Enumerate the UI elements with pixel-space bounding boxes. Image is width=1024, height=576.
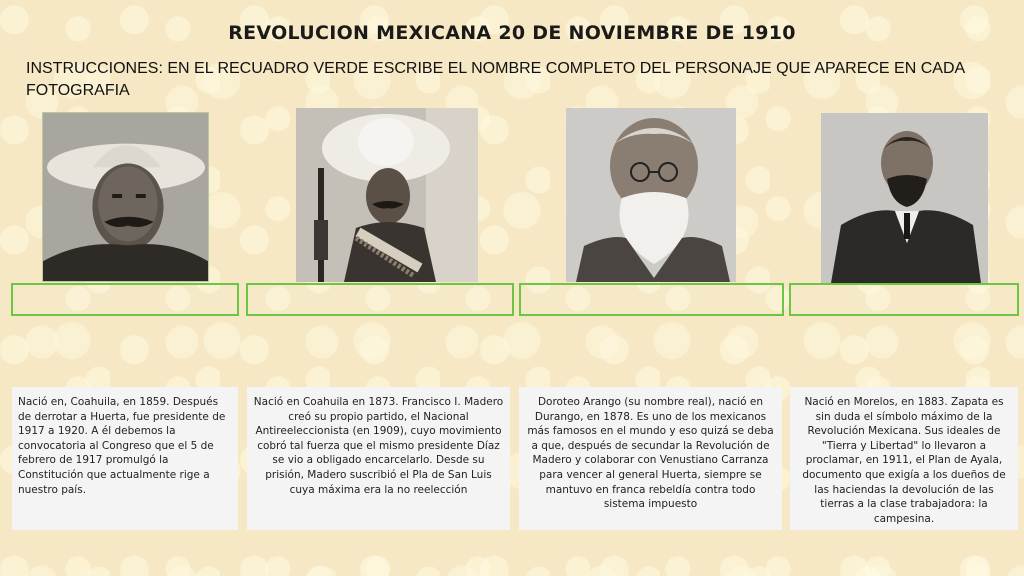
answer-box-1[interactable] — [11, 283, 239, 316]
bio-card-3: Doroteo Arango (su nombre real), nació en Durango, en 1878. Es uno de los mexicanos más famosos en el mundo y eso quizá se deba a que, después de secundar la Revolución de Madero y colaborar con Venustiano Carranza para vencer al general Huerta, siempre se mantuvo en franca rebeldía contra todo sistema impuesto — [519, 387, 782, 530]
answer-box-3[interactable] — [519, 283, 784, 316]
portrait-man-hat-mustache-icon — [43, 113, 208, 281]
instructions-text: INSTRUCCIONES: EN EL RECUADRO VERDE ESCRIBE EL NOMBRE COMPLETO DEL PERSONAJE QUE APARECE EN CADA FOTOGRAFIA — [26, 60, 965, 99]
portrait-man-suit-beard-icon — [821, 113, 988, 283]
page-title: REVOLUCION MEXICANA 20 DE NOVIEMBRE DE 1910 — [228, 22, 796, 44]
bio-card-4: Nació en Morelos, en 1883. Zapata es sin duda el símbolo máximo de la Revolución Mexicana. Sus ideales de "Tierra y Libertad" lo llevaron a proclamar, en 1911, el Plan de Ayala, documento que exigía a los dueños de las haciendas la devolución de las tierras a la clase trabajadora: la campesina. — [790, 387, 1018, 530]
portrait-man-sombrero-rifle-icon — [296, 108, 478, 282]
photo-4 — [821, 113, 988, 283]
answer-box-2[interactable] — [246, 283, 514, 316]
photo-2 — [296, 108, 478, 282]
portrait-man-white-beard-glasses-icon — [566, 108, 736, 282]
photo-1 — [42, 112, 209, 282]
bio-card-2: Nació en Coahuila en 1873. Francisco I. Madero creó su propio partido, el Nacional Antireeleccionista (en 1909), cuyo movimiento cobró tal fuerza que el mismo presidente Díaz se vio a obligado encarcelarlo. Desde su prisión, Madero suscribió el Pla de San Luis cuya máxima era la no reelección — [247, 387, 510, 530]
photo-3 — [566, 108, 736, 282]
answer-box-4[interactable] — [789, 283, 1019, 316]
bio-card-1: Nació en, Coahuila, en 1859. Después de derrotar a Huerta, fue presidente de 1917 a 1920. A él debemos la convocatoria al Congreso que el 5 de febrero de 1917 promulgó la Constitución que actualmente rige a nuestro país. — [12, 387, 238, 530]
